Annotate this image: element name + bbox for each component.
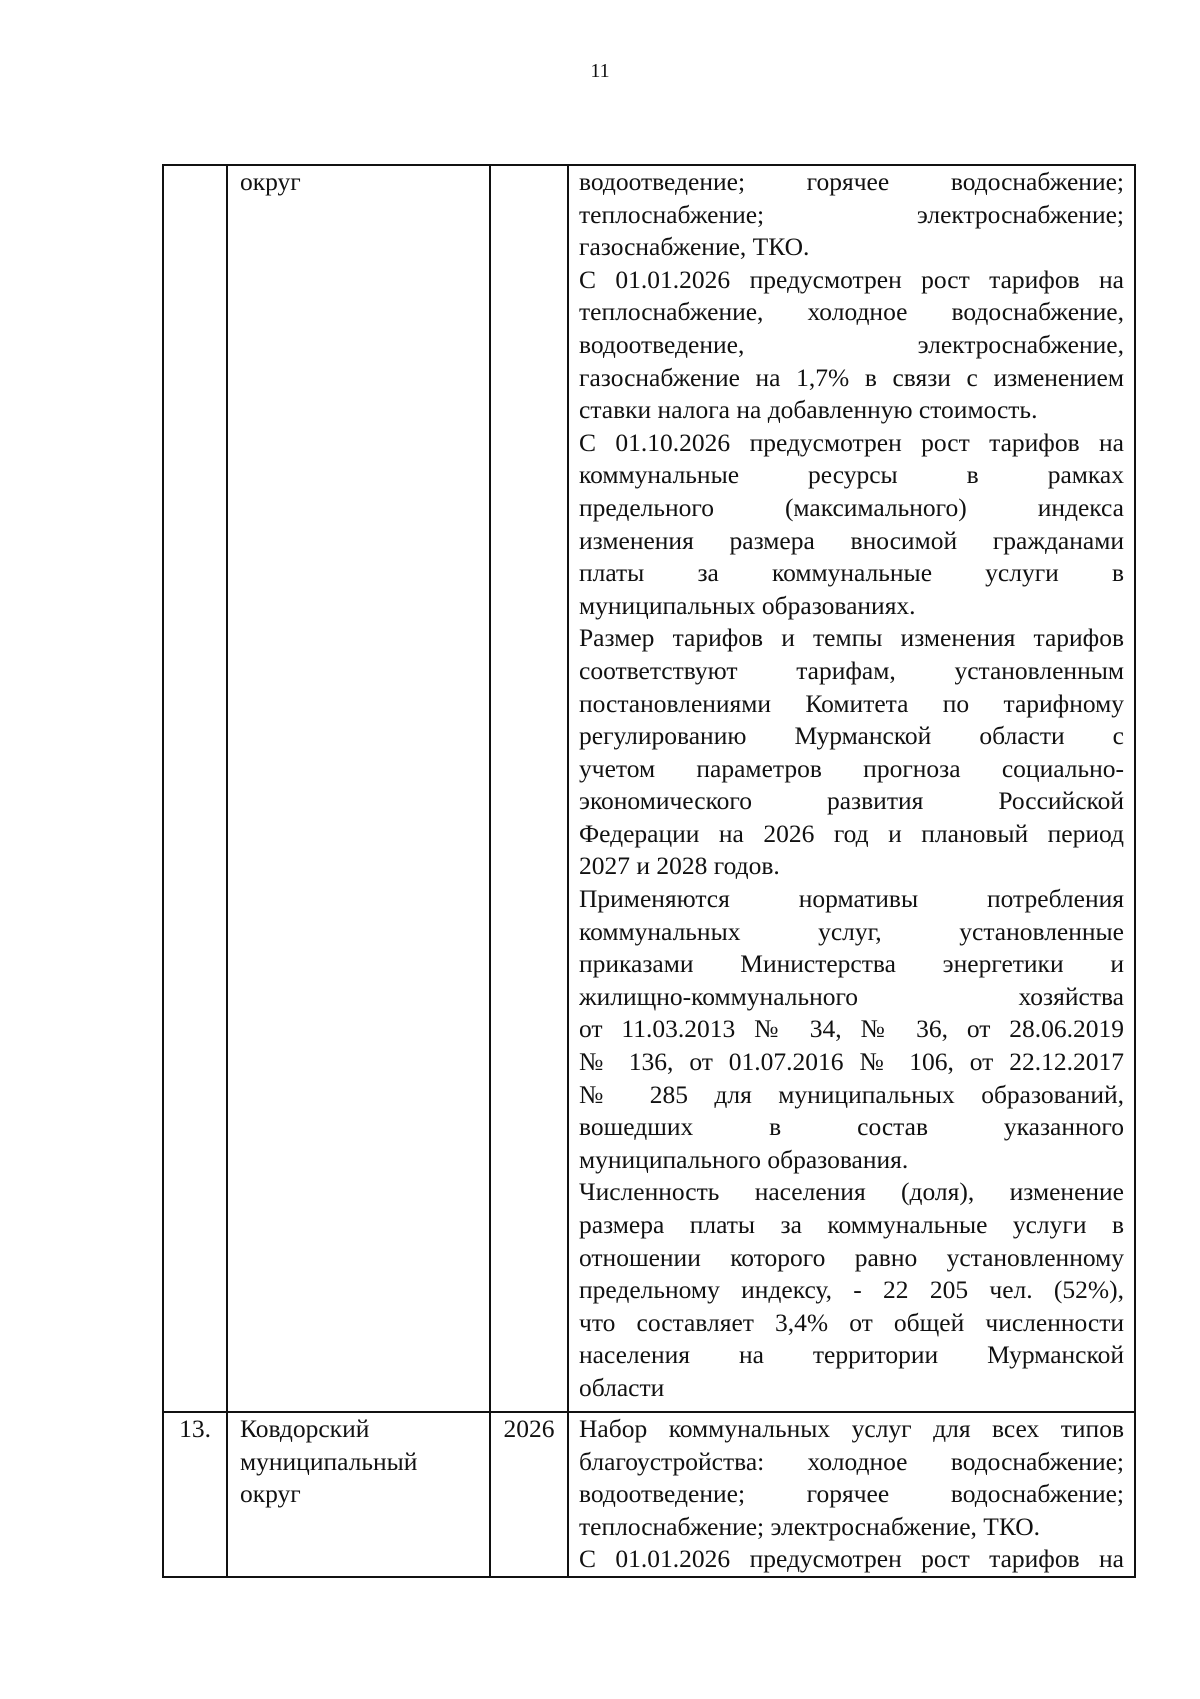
description-line: Численность населения (доля), изменение xyxy=(579,1177,1124,1207)
description-line: № 136, от 01.07.2016 № 106, от 22.12.2017 xyxy=(579,1047,1124,1077)
description-line: экономического развития Российской xyxy=(579,786,1124,816)
municipality-name-line: Ковдорский xyxy=(240,1414,370,1443)
description-line: муниципального образования. xyxy=(579,1144,909,1174)
description-line: газоснабжение, ТКО. xyxy=(579,232,810,262)
description-line: платы за коммунальные услуги в xyxy=(579,558,1124,588)
services-description-cell xyxy=(568,165,1135,1412)
description-line: учетом параметров прогноза социально- xyxy=(579,753,1124,783)
description-line: теплоснабжение; электроснабжение, ТКО. xyxy=(579,1511,1041,1541)
description-line: Размер тарифов и темпы изменения тарифов xyxy=(579,623,1124,653)
description-line: предельному индексу, - 22 205 чел. (52%), xyxy=(579,1275,1124,1305)
description-line: газоснабжение на 1,7% в связи с изменением xyxy=(579,362,1124,392)
page-number: 11 xyxy=(590,60,610,82)
description-line: № 285 для муниципальных образований, xyxy=(579,1079,1124,1109)
description-line: 2027 и 2028 годов. xyxy=(579,851,780,881)
description-line: Применяются нормативы потребления xyxy=(579,884,1124,914)
description-line: от 11.03.2013 № 34, № 36, от 28.06.2019 xyxy=(579,1014,1124,1044)
description-line: С 01.10.2026 предусмотрен рост тарифов на xyxy=(579,427,1124,457)
municipality-name-cell xyxy=(227,1412,490,1577)
description-line: теплоснабжение; электроснабжение; xyxy=(579,199,1124,229)
description-line: изменения размера вносимой гражданами xyxy=(579,525,1124,555)
description-line: соответствуют тарифам, установленным xyxy=(579,655,1124,685)
municipality-name-cell xyxy=(227,165,490,1412)
description-line: водоотведение, электроснабжение, xyxy=(579,329,1124,359)
municipality-name-line: округ xyxy=(240,1479,301,1509)
description-line: С 01.01.2026 предусмотрен рост тарифов на xyxy=(579,264,1124,294)
table-row xyxy=(163,165,1135,1412)
description-line: муниципальных образованиях. xyxy=(579,590,916,620)
table-row xyxy=(163,1412,1135,1577)
description-line: предельного (максимального) индекса xyxy=(579,492,1124,522)
description-line: вошедших в состав указанного xyxy=(579,1112,1124,1142)
municipality-name-line: округ xyxy=(240,167,301,196)
description-line: области xyxy=(579,1372,665,1402)
description-line: постановлениями Комитета по тарифному xyxy=(579,688,1124,718)
municipality-name-line: муниципальный xyxy=(240,1446,418,1476)
description-line: Федерации на 2026 год и плановый период xyxy=(579,818,1124,848)
description-line: населения на территории Мурманской xyxy=(579,1340,1124,1370)
description-line: С 01.01.2026 предусмотрен рост тарифов на xyxy=(579,1544,1124,1574)
year-cell: 2026 xyxy=(490,1412,568,1577)
services-description-cell xyxy=(568,1412,1135,1577)
description-line: водоотведение; горячее водоснабжение; xyxy=(579,1479,1124,1509)
description-line: регулированию Мурманской области с xyxy=(579,721,1124,751)
description-line: отношении которого равно установленному xyxy=(579,1242,1124,1272)
description-line: водоотведение; горячее водоснабжение; xyxy=(579,167,1124,196)
description-line: жилищно-коммунального хозяйства xyxy=(579,981,1124,1011)
row-number-cell: 13. xyxy=(163,1412,227,1577)
tariff-table xyxy=(162,164,1136,1578)
description-line: приказами Министерства энергетики и xyxy=(579,949,1124,979)
description-line: коммунальные ресурсы в рамках xyxy=(579,460,1124,490)
description-line: коммунальных услуг, установленные xyxy=(579,916,1124,946)
description-line: Набор коммунальных услуг для всех типов xyxy=(579,1414,1124,1443)
description-line: ставки налога на добавленную стоимость. xyxy=(579,395,1038,425)
description-line: размера платы за коммунальные услуги в xyxy=(579,1210,1124,1239)
year-cell xyxy=(490,165,568,1412)
description-line: благоустройства: холодное водоснабжение; xyxy=(579,1446,1124,1476)
row-number-cell xyxy=(163,165,227,1412)
description-line: теплоснабжение, холодное водоснабжение, xyxy=(579,297,1124,327)
description-line: что составляет 3,4% от общей численности xyxy=(579,1307,1124,1337)
